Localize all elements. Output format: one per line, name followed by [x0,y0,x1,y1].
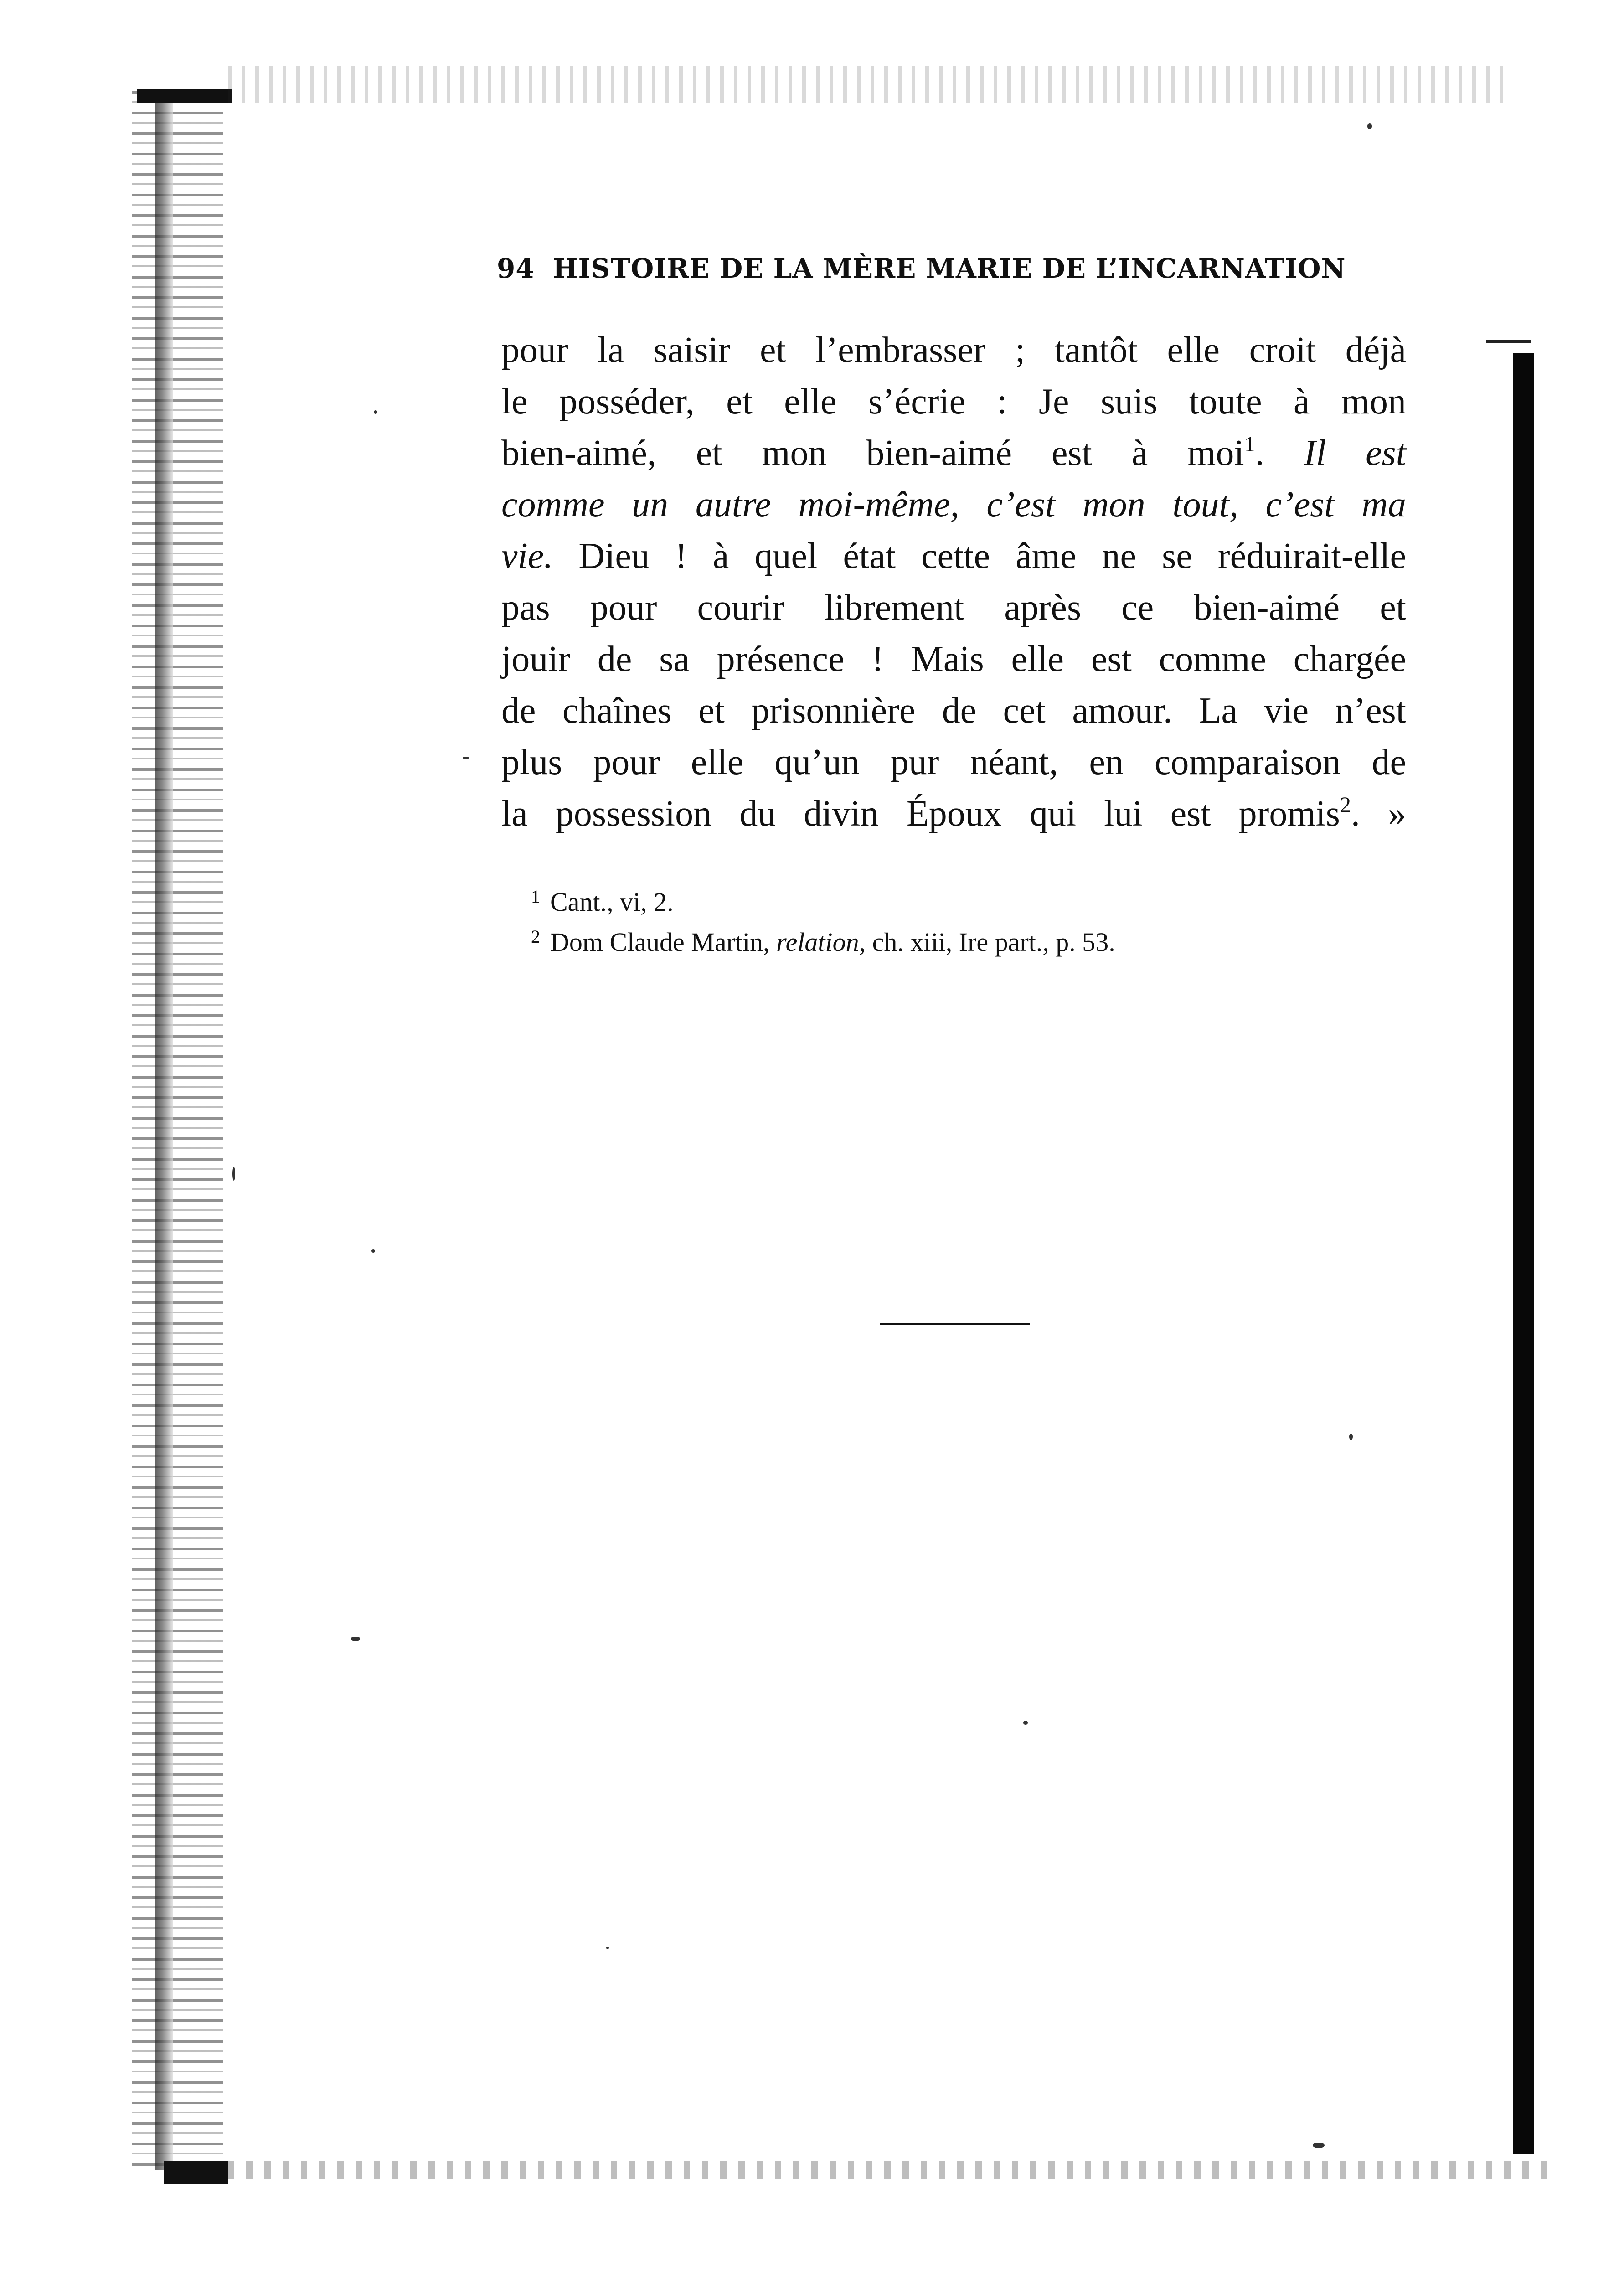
running-head [497,253,1386,299]
text-line-italic: comme un autre moi-même, c’est mon tout, c’est ma [501,485,1406,525]
scan-right-bar [1513,353,1534,2154]
scan-bottom-edge [228,2161,1550,2179]
scan-left-shadow [155,91,173,2170]
text-run: Dieu ! à quel état cette âme ne se réduirait-elle [578,536,1407,576]
page-number: 94 [497,253,535,284]
speck [606,1947,609,1949]
text-line [501,428,1406,479]
speck [1349,1434,1353,1440]
text-run: bien-aimé, et mon bien-aimé est à moi [501,433,1244,473]
italic-run: Il est [1304,433,1407,473]
footnote-1 [531,882,1397,922]
end-rule [880,1323,1030,1325]
text-line: de chaînes et prisonnière de cet amour. La vie n’est [501,691,1406,731]
text-run: la possession du divin Époux qui lui est promis [501,794,1340,834]
speck [463,757,469,759]
footnote-2 [531,922,1397,962]
speck [232,1167,235,1181]
text-run: . » [1351,794,1407,834]
body-text [501,325,1406,840]
speck [1313,2143,1325,2148]
text-line: le posséder, et elle s’écrie : Je suis toute à mon [501,382,1406,422]
text-line [501,531,1406,582]
scan-right-tick [1486,340,1531,343]
scan-left-edge [132,91,223,2170]
text-line: pas pour courir librement après ce bien-aimé et [501,588,1406,628]
text-run: . [1255,433,1264,473]
speck [1367,123,1372,129]
text-line [501,788,1406,840]
text-line: plus pour elle qu’un pur néant, en comparaison de [501,742,1406,782]
footnote-mark: 1 [531,886,540,907]
footnote-italic: relation [776,927,859,957]
scan-left-block-bottom [164,2161,228,2184]
footnote-text: Dom Claude Martin, [550,927,777,957]
italic-run: vie. [501,536,553,576]
speck [1023,1721,1028,1725]
footnote-text: Cant., vi, 2. [550,887,674,917]
footnote-ref-2: 2 [1340,793,1351,817]
speck [374,410,377,414]
text-line: pour la saisir et l’embrasser ; tantôt elle croit déjà [501,330,1406,370]
scan-top-edge [228,66,1513,103]
footnote-text: , ch. xiii, Ire part., p. 53. [859,927,1115,957]
footnote-mark: 2 [531,926,540,947]
footnote-ref-1: 1 [1244,432,1255,456]
text-line: jouir de sa présence ! Mais elle est comme chargée [501,639,1406,679]
speck [371,1249,375,1253]
scan-left-block-top [137,89,232,103]
speck [351,1637,360,1641]
footnotes [531,882,1397,962]
running-title: HISTOIRE DE LA MÈRE MARIE DE L’INCARNATION [552,253,1346,284]
